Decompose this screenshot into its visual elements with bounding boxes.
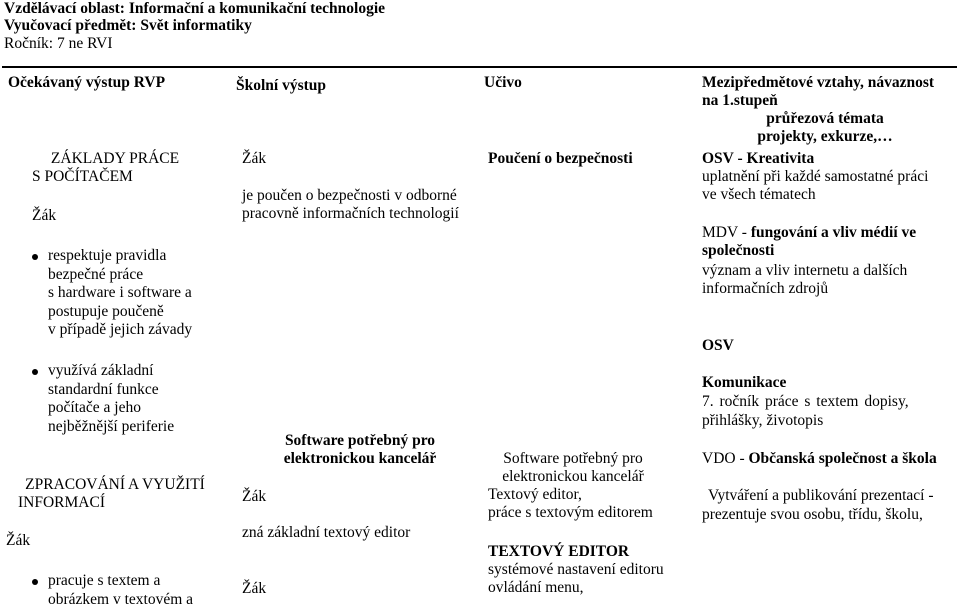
list-item: využívá základní (48, 362, 174, 381)
col3-software-l2: elektronickou kancelář (502, 468, 644, 485)
col1-heading-info (4, 476, 226, 495)
list-item: v případě jejich závady (48, 321, 193, 338)
col4-mdv-l2: informačních zdrojů (702, 280, 829, 297)
col1-zak2: Žák (6, 532, 31, 549)
col4-comm-l1: 7. ročník práce s textem dopisy, (702, 393, 909, 410)
col4-communication: Komunikace (702, 374, 787, 391)
col2-editor: zná základní textový editor (242, 524, 411, 541)
col3-software-l1: Software potřebný pro (503, 450, 643, 467)
header-area: Vzdělávací oblast: Informační a komunikační technologie (4, 0, 386, 17)
table-top-rule (2, 66, 957, 68)
col4-vdo-prefix: VDO - (702, 450, 749, 467)
col1-heading-basics-l2: S POČÍTAČEM (32, 168, 133, 185)
col3-text-editor-work: práce s textovým editorem (488, 504, 653, 521)
bullet-icon (32, 369, 38, 375)
col-header-relations: Mezipředmětové vztahy, návaznost (702, 74, 935, 91)
col4-osv-l1: uplatnění při každé samostatné práci (702, 168, 929, 185)
col4-vdo-bold: Občanská společnost a škola (748, 450, 937, 467)
col4-osv: OSV (702, 337, 734, 354)
col4-vdo-l2: prezentuje svou osobu, třídu, školu, (702, 506, 923, 523)
col1-zak1: Žák (32, 207, 57, 224)
col1-heading-info-l2: INFORMACÍ (18, 494, 105, 511)
list-item: bezpečné práce (48, 265, 144, 283)
list-item: počítače a jeho (48, 399, 141, 416)
col-header-themes: průřezová témata (766, 110, 884, 127)
col2-software-l2: elektronickou kancelář (283, 450, 437, 467)
list-item: s hardware i software a (48, 284, 192, 301)
col4-osv-l2: ve všech tématech (702, 186, 816, 203)
list-item: nejběžnější periferie (48, 417, 175, 435)
col3-safety: Poučení o bezpečnosti (488, 150, 633, 167)
col1-heading-info-l1: ZPRACOVÁNÍ A VYUŽITÍ (25, 476, 205, 493)
col3-text-editor-heading: TEXTOVÝ EDITOR (488, 543, 630, 560)
col-header-projects: projekty, exkurze,… (757, 128, 893, 145)
col3-text-editor: Textový editor, (488, 486, 582, 503)
bullet-icon (32, 254, 38, 260)
list-item: pracuje s textem a (48, 572, 193, 591)
col2-zak3: Žák (242, 580, 267, 597)
col4-vdo-l1: Vytváření a publikování prezentací - (708, 487, 934, 504)
col4-mdv-prefix: MDV - (702, 224, 751, 241)
col2-safety-l1: je poučen o bezpečnosti v odborné (242, 187, 457, 204)
col1-heading-basics (4, 150, 226, 169)
col4-vdo (702, 450, 937, 469)
col1-bullet-safety (48, 247, 192, 340)
list-item: respektuje pravidla (48, 247, 192, 266)
header-subject: Vyučovací předmět: Svět informatiky (4, 17, 252, 34)
col2-software-l1: Software potřebný pro (284, 432, 436, 449)
header-grade: Ročník: 7 ne RVI (4, 35, 113, 52)
col4-mdv-bold2: společnosti (702, 242, 775, 259)
col-header-relations-l2: na 1.stupeň (702, 92, 778, 109)
list-item: obrázkem v textovém a (48, 590, 194, 608)
col4-mdv (702, 224, 916, 243)
bullet-icon (32, 579, 38, 585)
col3-menu-control: ovládání menu, (488, 579, 584, 596)
col2-zak1: Žák (242, 150, 267, 167)
list-item: standardní funkce (48, 380, 159, 398)
col4-comm-l2: přihlášky, životopis (702, 412, 824, 429)
list-item: postupuje poučeně (48, 302, 164, 320)
col1-bullet-functions (48, 362, 174, 436)
col1-bullet-text (48, 572, 193, 609)
col1-heading-basics-l1: ZÁKLADY PRÁCE (50, 150, 180, 167)
col2-zak2: Žák (242, 488, 267, 505)
col-header-rvp: Očekávaný výstup RVP (8, 74, 166, 91)
col4-osv-creativity: OSV - Kreativita (702, 150, 815, 167)
col3-editor-settings: systémové nastavení editoru (488, 561, 664, 578)
col4-mdv-bold1: fungování a vliv médií ve (750, 224, 917, 241)
col4-mdv-l1: význam a vliv internetu a dalších (702, 262, 908, 279)
col-header-school: Školní výstup (236, 77, 327, 94)
col-header-curriculum: Učivo (484, 74, 522, 91)
col2-safety-l2: pracovně informačních technologií (242, 205, 459, 222)
